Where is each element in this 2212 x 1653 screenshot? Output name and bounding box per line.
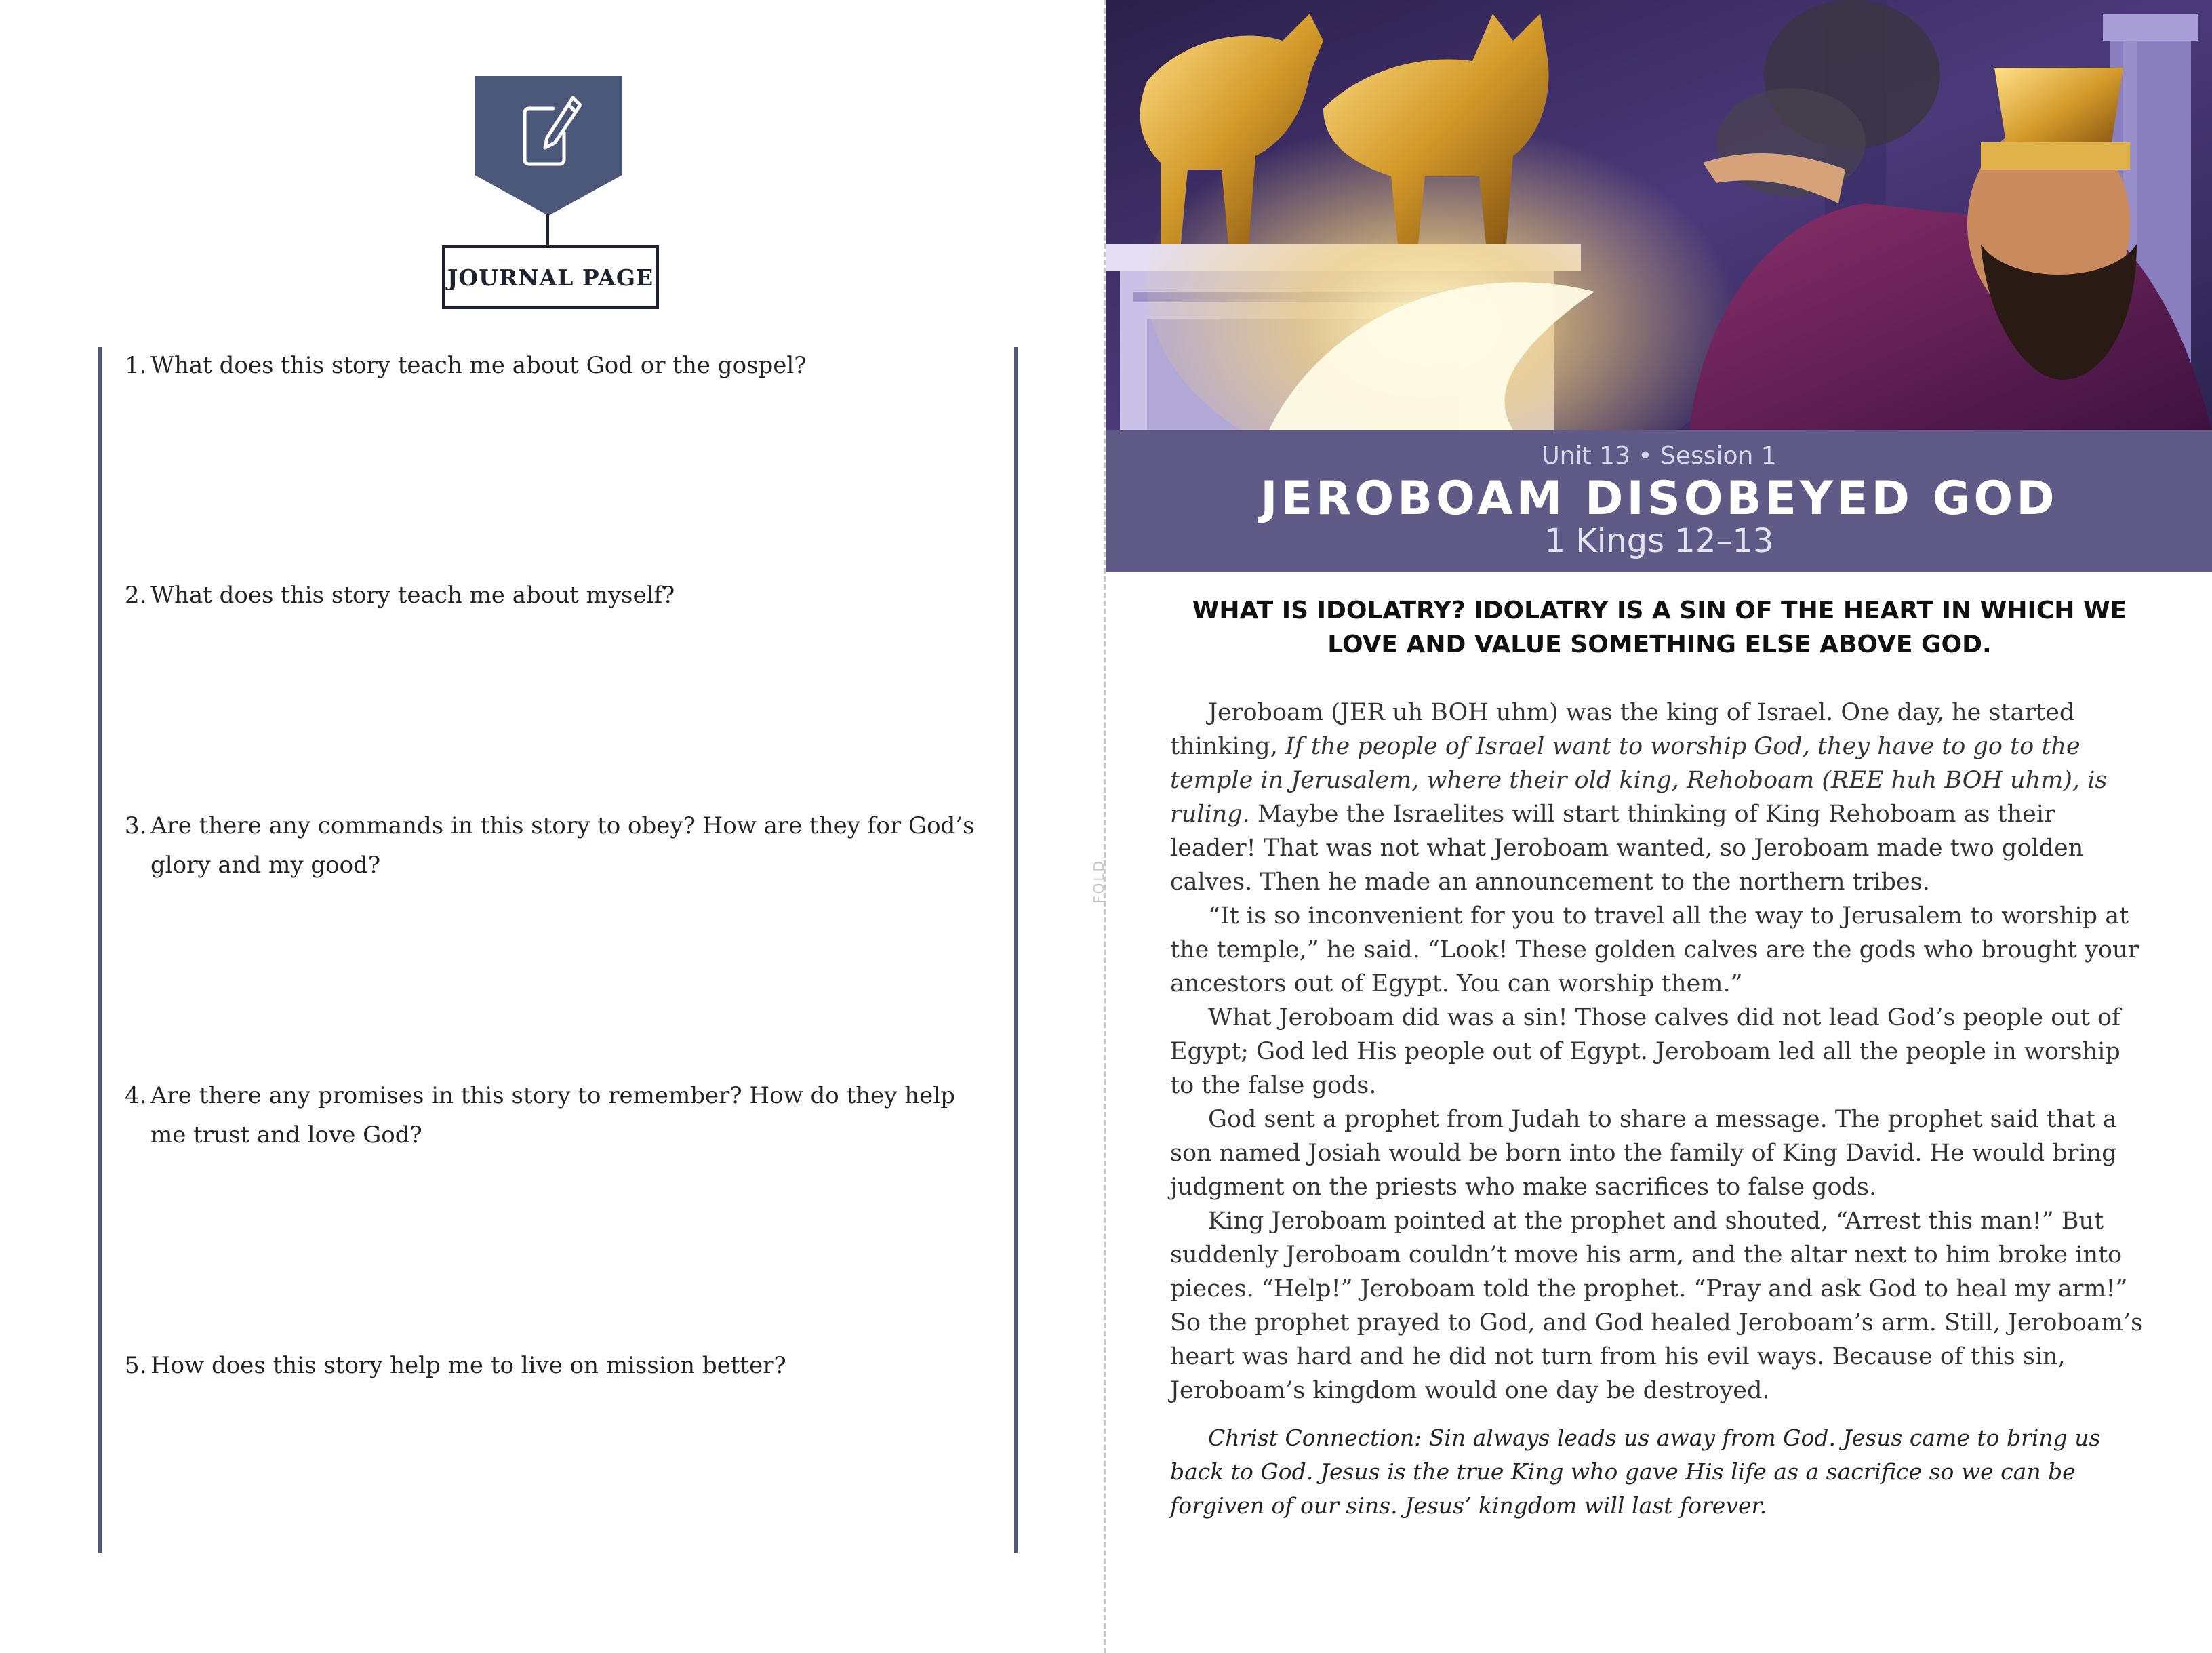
unit-session-label: Unit 13 • Session 1 bbox=[1542, 442, 1777, 470]
question-text: What does this story teach me about God or the gospel? bbox=[150, 352, 807, 379]
journal-question bbox=[125, 576, 992, 615]
question-text: What does this story teach me about myself? bbox=[150, 582, 675, 609]
journal-badge bbox=[475, 76, 622, 216]
left-margin-rule bbox=[98, 347, 102, 1553]
question-number: 3. bbox=[125, 812, 147, 839]
story-paragraph: “It is so inconvenient for you to travel all the way to Jerusalem to worship at the temple,” he said. “Look! These golden calves are the gods who brought your ancestors out of Egypt. You can worship them.” bbox=[1170, 902, 2139, 997]
journal-question bbox=[125, 806, 992, 885]
story-thought: If the people of Israel want to worship God, they have to go to the temple in Jerusalem, where their old king, Rehoboam (REE huh BOH uhm), is ruling. bbox=[1170, 733, 2108, 828]
question-text: Are there any promises in this story to remember? How do they help me trust and love God? bbox=[150, 1082, 955, 1149]
story-paragraph bbox=[1170, 696, 2146, 899]
question-number: 2. bbox=[125, 582, 147, 609]
scripture-reference: 1 Kings 12–13 bbox=[1544, 522, 1774, 560]
story-body bbox=[1170, 696, 2146, 1408]
story-paragraph: God sent a prophet from Judah to share a message. The prophet said that a son named Josiah would be born into the family of King David. He would bring judgment on the priests who make sacrifices to false gods. bbox=[1170, 1106, 2117, 1201]
journal-question bbox=[125, 346, 992, 385]
story-paragraph: What Jeroboam did was a sin! Those calves did not lead God’s people out of Egypt; God led His people out of Egypt. Jeroboam led all the people in worship to the false gods. bbox=[1170, 1004, 2121, 1099]
question-number: 1. bbox=[125, 352, 147, 379]
journal-page bbox=[0, 0, 1105, 1653]
journal-question bbox=[125, 1076, 992, 1155]
idolatry-question: WHAT IS IDOLATRY? IDOLATRY IS A SIN OF THE HEART IN WHICH WE LOVE AND VALUE SOMETHING ELSE ABOVE GOD. bbox=[1192, 597, 2127, 658]
christ-connection: Christ Connection: Sin always leads us away from God. Jesus came to bring us back to God. Jesus is the true King who gave His life as a sacrifice so we can be forgiven of our sins. Jesus’ kingdom will last forever. bbox=[1170, 1425, 2101, 1519]
question-text: How does this story help me to live on mission better? bbox=[150, 1352, 786, 1379]
story-title-band bbox=[1106, 430, 2212, 572]
journal-question bbox=[125, 1346, 992, 1385]
story-paragraph: King Jeroboam pointed at the prophet and shouted, “Arrest this man!” But suddenly Jeroboam couldn’t move his arm, and the altar next to him broke into pieces. “Help!” Jeroboam told the prophet. “Pray and ask God to heal my arm!” So the prophet prayed to God, and God healed Jeroboam’s arm. Still, Jeroboam’s heart was hard and he did not turn from his evil ways. Because of this sin, Jeroboam’s kingdom would one day be destroyed. bbox=[1170, 1208, 2144, 1404]
story-text: Jeroboam (JER uh BOH uhm) was the king of Israel. One day, he started thinking, bbox=[1170, 699, 2075, 760]
story-text: Maybe the Israelites will start thinking of King Rehoboam as their leader! That was not what Jeroboam wanted, so Jeroboam made two golden calves. Then he made an announcement to the northern tribes. bbox=[1170, 801, 2084, 896]
question-number: 4. bbox=[125, 1082, 147, 1109]
story-illustration bbox=[1106, 0, 2212, 430]
question-text: Are there any commands in this story to obey? How are they for God’s glory and my good? bbox=[150, 812, 975, 879]
fold-label: FOLD bbox=[1090, 859, 1107, 904]
story-title: JEROBOAM DISOBEYED GOD bbox=[1260, 472, 2058, 525]
question-number: 5. bbox=[125, 1352, 147, 1379]
journal-page-label: JOURNAL PAGE bbox=[442, 245, 659, 309]
right-margin-rule bbox=[1014, 347, 1018, 1553]
badge-connector bbox=[546, 214, 549, 245]
